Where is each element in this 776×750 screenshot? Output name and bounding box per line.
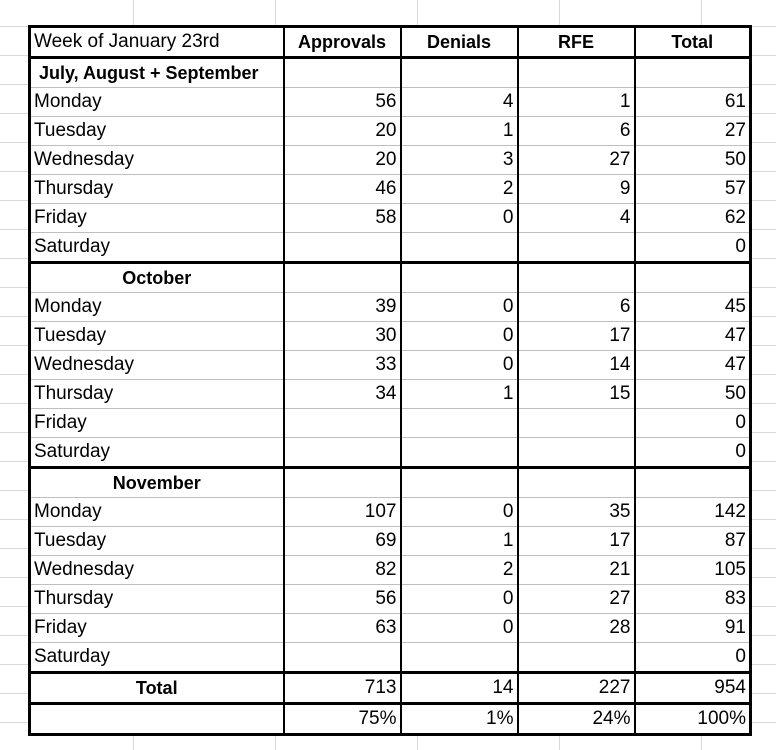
table-row	[30, 146, 751, 175]
total-cell[interactable]: 105	[635, 556, 751, 585]
total-cell[interactable]: 50	[635, 146, 751, 175]
total-cell[interactable]: 0	[635, 438, 751, 468]
day-cell[interactable]: Saturday	[30, 643, 284, 673]
section-name-cell[interactable]: November	[30, 468, 284, 498]
approvals-total-cell[interactable]: 713	[284, 673, 401, 704]
denials-cell[interactable]: 0	[401, 322, 518, 351]
day-cell[interactable]: Monday	[30, 498, 284, 527]
rfe-percent-cell[interactable]: 24%	[518, 704, 635, 735]
empty-cell[interactable]	[401, 468, 518, 498]
rfe-cell[interactable]: 27	[518, 146, 635, 175]
day-cell[interactable]: Tuesday	[30, 322, 284, 351]
table-row	[30, 585, 751, 614]
total-cell[interactable]: 91	[635, 614, 751, 643]
approvals-cell[interactable]	[284, 233, 401, 263]
totals-row	[30, 673, 751, 704]
denials-total-cell[interactable]: 14	[401, 673, 518, 704]
approvals-cell[interactable]: 69	[284, 527, 401, 556]
table-row	[30, 438, 751, 468]
empty-cell[interactable]	[635, 58, 751, 88]
denials-cell[interactable]: 2	[401, 175, 518, 204]
table-row	[30, 293, 751, 322]
total-cell[interactable]: 62	[635, 204, 751, 233]
total-cell[interactable]: 87	[635, 527, 751, 556]
approvals-header-cell[interactable]: Approvals	[284, 27, 401, 58]
rfe-cell[interactable]: 17	[518, 322, 635, 351]
spreadsheet-table	[28, 25, 752, 736]
total-cell[interactable]: 0	[635, 409, 751, 438]
empty-cell[interactable]	[635, 468, 751, 498]
denials-cell[interactable]: 0	[401, 498, 518, 527]
denials-cell[interactable]	[401, 233, 518, 263]
day-cell[interactable]: Wednesday	[30, 351, 284, 380]
rfe-cell[interactable]: 27	[518, 585, 635, 614]
rfe-cell[interactable]: 4	[518, 204, 635, 233]
total-percent-cell[interactable]: 100%	[635, 704, 751, 735]
denials-cell[interactable]: 0	[401, 351, 518, 380]
rfe-cell[interactable]	[518, 643, 635, 673]
denials-cell[interactable]: 0	[401, 204, 518, 233]
total-cell[interactable]: 45	[635, 293, 751, 322]
percentages-row	[30, 704, 751, 735]
approvals-cell[interactable]: 33	[284, 351, 401, 380]
total-cell[interactable]: 142	[635, 498, 751, 527]
empty-cell[interactable]	[518, 468, 635, 498]
approvals-cell[interactable]: 63	[284, 614, 401, 643]
sheet-title-cell[interactable]: Week of January 23rd	[30, 27, 284, 58]
table-row	[30, 117, 751, 146]
day-cell[interactable]: Monday	[30, 88, 284, 117]
denials-percent-cell[interactable]: 1%	[401, 704, 518, 735]
rfe-cell[interactable]	[518, 233, 635, 263]
table-row	[30, 643, 751, 673]
total-cell[interactable]: 47	[635, 351, 751, 380]
approvals-cell[interactable]: 46	[284, 175, 401, 204]
rfe-total-cell[interactable]: 227	[518, 673, 635, 704]
rfe-cell[interactable]: 1	[518, 88, 635, 117]
day-cell[interactable]: Tuesday	[30, 527, 284, 556]
header-row	[30, 27, 751, 58]
denials-cell[interactable]: 0	[401, 614, 518, 643]
denials-cell[interactable]: 1	[401, 117, 518, 146]
day-cell[interactable]: Thursday	[30, 175, 284, 204]
approvals-cell[interactable]: 20	[284, 117, 401, 146]
table-row	[30, 351, 751, 380]
approvals-cell[interactable]	[284, 643, 401, 673]
denials-cell[interactable]	[401, 409, 518, 438]
day-cell[interactable]: Friday	[30, 614, 284, 643]
table-row	[30, 322, 751, 351]
rfe-cell[interactable]: 17	[518, 527, 635, 556]
empty-cell[interactable]	[635, 263, 751, 293]
day-cell[interactable]: Friday	[30, 409, 284, 438]
denials-cell[interactable]: 4	[401, 88, 518, 117]
empty-cell[interactable]	[401, 58, 518, 88]
totals-label-cell[interactable]: Total	[30, 673, 284, 704]
empty-cell[interactable]	[401, 263, 518, 293]
empty-cell[interactable]	[518, 58, 635, 88]
day-cell[interactable]: Wednesday	[30, 146, 284, 175]
total-cell[interactable]: 61	[635, 88, 751, 117]
denials-cell[interactable]	[401, 643, 518, 673]
day-cell[interactable]: Saturday	[30, 438, 284, 468]
rfe-cell[interactable]: 6	[518, 117, 635, 146]
empty-cell[interactable]	[30, 704, 284, 735]
rfe-cell[interactable]: 6	[518, 293, 635, 322]
approvals-cell[interactable]: 107	[284, 498, 401, 527]
table-row	[30, 498, 751, 527]
day-cell[interactable]: Wednesday	[30, 556, 284, 585]
day-cell[interactable]: Monday	[30, 293, 284, 322]
rfe-cell[interactable]: 15	[518, 380, 635, 409]
total-header-cell[interactable]: Total	[635, 27, 751, 58]
approvals-cell[interactable]: 34	[284, 380, 401, 409]
grand-total-cell[interactable]: 954	[635, 673, 751, 704]
total-cell[interactable]: 0	[635, 643, 751, 673]
denials-cell[interactable]: 0	[401, 585, 518, 614]
rfe-cell[interactable]	[518, 409, 635, 438]
approvals-percent-cell[interactable]: 75%	[284, 704, 401, 735]
denials-cell[interactable]: 1	[401, 380, 518, 409]
empty-cell[interactable]	[284, 263, 401, 293]
table-row	[30, 204, 751, 233]
approvals-cell[interactable]: 58	[284, 204, 401, 233]
rfe-header-cell[interactable]: RFE	[518, 27, 635, 58]
table-row	[30, 556, 751, 585]
denials-header-cell[interactable]: Denials	[401, 27, 518, 58]
total-cell[interactable]: 83	[635, 585, 751, 614]
approvals-cell[interactable]: 39	[284, 293, 401, 322]
day-cell[interactable]: Saturday	[30, 233, 284, 263]
day-cell[interactable]: Thursday	[30, 585, 284, 614]
total-cell[interactable]: 47	[635, 322, 751, 351]
denials-cell[interactable]: 1	[401, 527, 518, 556]
denials-cell[interactable]	[401, 438, 518, 468]
section-name-cell[interactable]: July, August + September	[30, 58, 284, 88]
rfe-cell[interactable]: 28	[518, 614, 635, 643]
approvals-cell[interactable]	[284, 409, 401, 438]
section-header-row	[30, 58, 751, 88]
denials-cell[interactable]: 2	[401, 556, 518, 585]
approvals-cell[interactable]	[284, 438, 401, 468]
approvals-cell[interactable]: 56	[284, 88, 401, 117]
empty-cell[interactable]	[284, 58, 401, 88]
table-row	[30, 527, 751, 556]
empty-cell[interactable]	[518, 263, 635, 293]
rfe-cell[interactable]: 21	[518, 556, 635, 585]
total-cell[interactable]: 50	[635, 380, 751, 409]
approvals-cell[interactable]: 82	[284, 556, 401, 585]
section-header-row	[30, 263, 751, 293]
rfe-cell[interactable]: 9	[518, 175, 635, 204]
table-row	[30, 175, 751, 204]
rfe-cell[interactable]: 14	[518, 351, 635, 380]
table-row	[30, 614, 751, 643]
table-row	[30, 233, 751, 263]
rfe-cell[interactable]: 35	[518, 498, 635, 527]
rfe-cell[interactable]	[518, 438, 635, 468]
table-row	[30, 409, 751, 438]
denials-cell[interactable]: 0	[401, 293, 518, 322]
total-cell[interactable]: 57	[635, 175, 751, 204]
empty-cell[interactable]	[284, 468, 401, 498]
approvals-cell[interactable]: 56	[284, 585, 401, 614]
table-row	[30, 380, 751, 409]
section-name-cell[interactable]: October	[30, 263, 284, 293]
total-cell[interactable]: 27	[635, 117, 751, 146]
day-cell[interactable]: Tuesday	[30, 117, 284, 146]
approvals-cell[interactable]: 20	[284, 146, 401, 175]
section-header-row	[30, 468, 751, 498]
denials-cell[interactable]: 3	[401, 146, 518, 175]
day-cell[interactable]: Thursday	[30, 380, 284, 409]
table-row	[30, 88, 751, 117]
approvals-cell[interactable]: 30	[284, 322, 401, 351]
day-cell[interactable]: Friday	[30, 204, 284, 233]
total-cell[interactable]: 0	[635, 233, 751, 263]
